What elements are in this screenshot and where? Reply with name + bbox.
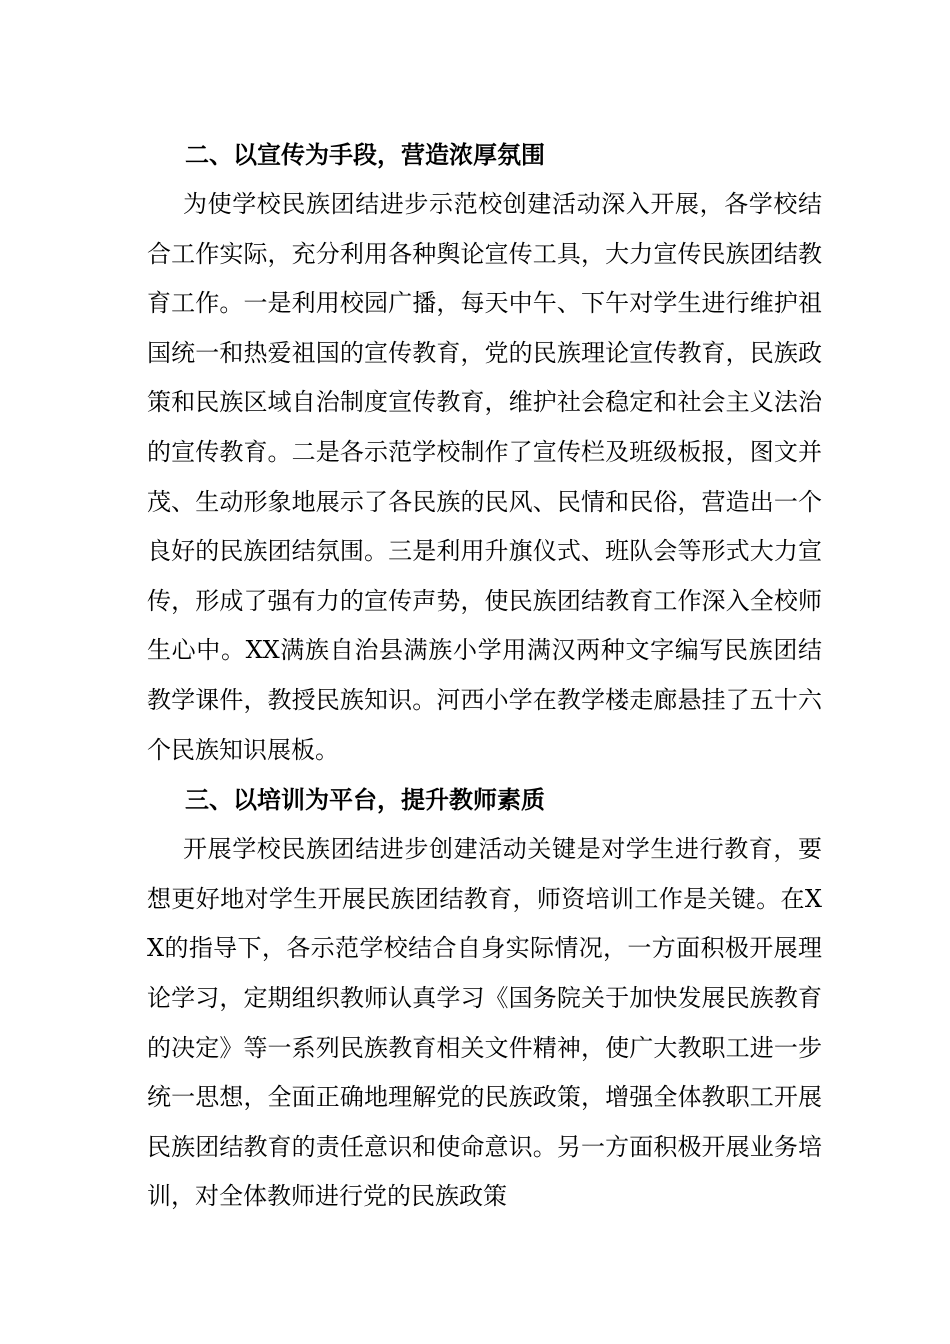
document-page [147, 130, 822, 1222]
section-heading-training: 三、以培训为平台，提升教师素质 [185, 786, 545, 815]
section-heading-publicity: 二、以宣传为手段，营造浓厚氛围 [185, 141, 545, 169]
section-paragraph-training: 开展学校民族团结进步创建活动关键是对学生进行教育，要想更好地对学生开展民族团结教育，师资培训工作是关键。在XX的指导下，各示范学校结合自身实际情况，一方面积极开展理论学习，定期组织教师认真学习《国务院关于加快发展民族教育的决定》等一系列民族教育相关文件精神，使广大教职工进一步统一思想，全面正确地理解党的民族政策，增强全体教职工开展民族团结教育的责任意识和使命意识。另一方面积极开展业务培训，对全体教师进行党的民族政策 [147, 835, 822, 1211]
section-paragraph-publicity: 为使学校民族团结进步示范校创建活动深入开展，各学校结合工作实际，充分利用各种舆论宣传工具，大力宣传民族团结教育工作。一是利用校园广播，每天中午、下午对学生进行维护祖国统一和热爱祖国的宣传教育，党的民族理论宣传教育，民族政策和民族区域自治制度宣传教育，维护社会稳定和社会主义法治的宣传教育。二是各示范学校制作了宣传栏及班级板报，图文并茂、生动形象地展示了各民族的民风、民情和民俗，营造出一个良好的民族团结氛围。三是利用升旗仪式、班队会等形式大力宣传，形成了强有力的宣传声势，使民族团结教育工作深入全校师生心中。XX满族自治县满族小学用满汉两种文字编写民族团结教学课件，教授民族知识。河西小学在教学楼走廊悬挂了五十六个民族知识展板。 [147, 190, 822, 764]
